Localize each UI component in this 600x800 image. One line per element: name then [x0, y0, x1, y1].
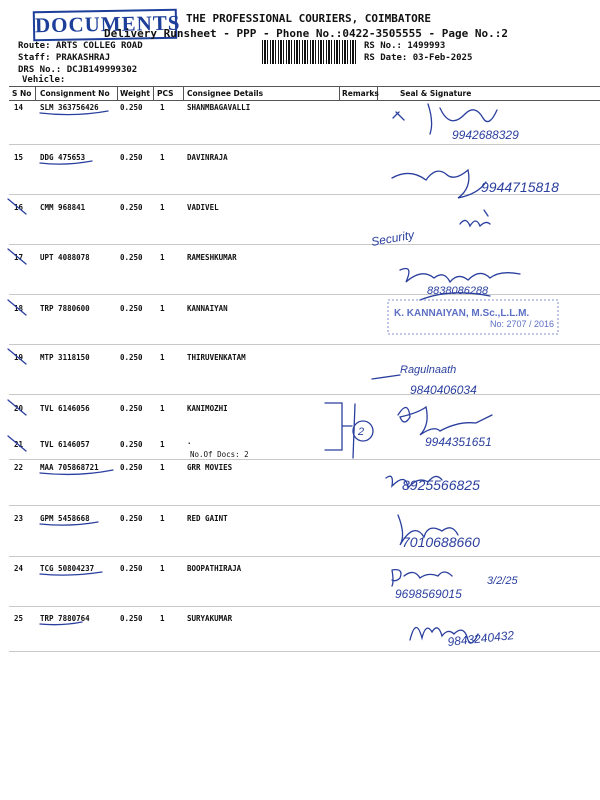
- row-consignee: VADIVEL: [187, 203, 219, 212]
- row-pcs: 1: [160, 304, 165, 313]
- row-weight: 0.250: [120, 564, 143, 573]
- handwritten-phone: 9843240432: [446, 628, 515, 649]
- row-pcs: 1: [160, 440, 165, 449]
- row-consignment: TCG 50804237: [40, 564, 95, 573]
- lawyer-stamp: [388, 300, 558, 334]
- row-consignee: KANNAIYAN: [187, 304, 228, 313]
- handwritten-note: Security: [370, 227, 416, 249]
- column-divider: [35, 87, 36, 100]
- row-consignee: THIRUVENKATAM: [187, 353, 246, 362]
- row-sno: 15: [14, 153, 24, 162]
- table-header-border: [9, 100, 600, 101]
- staff-text: Staff: PRAKASHRAJ: [18, 53, 111, 63]
- row-separator: [9, 651, 600, 652]
- row-sno: 17: [14, 253, 24, 262]
- bracket-circle: [353, 421, 373, 441]
- table-top-border: [9, 86, 600, 87]
- row-sno: 23: [14, 514, 24, 523]
- route-text: Route: ARTS COLLEG ROAD: [18, 41, 143, 51]
- row-consignment: TVL 6146056: [40, 404, 90, 413]
- row-separator: [9, 294, 600, 295]
- row-sno: 19: [14, 353, 24, 362]
- row-pcs: 1: [160, 564, 165, 573]
- handwritten-phone: 9840406034: [410, 383, 477, 397]
- column-header-signature: Seal & Signature: [400, 89, 472, 98]
- row-pcs: 1: [160, 103, 165, 112]
- signature-mark: [386, 476, 442, 488]
- row-separator: [9, 344, 600, 345]
- row-weight: 0.250: [120, 153, 143, 162]
- row-sno: 20: [14, 404, 24, 413]
- company-name: THE PROFESSIONAL COURIERS, COIMBATORE: [186, 12, 432, 25]
- row-separator: [9, 144, 600, 145]
- handwritten-phone: 9942688329: [452, 128, 519, 142]
- signature-mark: [400, 269, 520, 283]
- row-consignment: MTP 3118150: [40, 353, 90, 362]
- row-pcs: 1: [160, 253, 165, 262]
- row-weight: 0.250: [120, 103, 143, 112]
- row-separator: [9, 505, 600, 506]
- rs-date: RS Date: 03-Feb-2025: [364, 53, 473, 63]
- column-header-remarks: Remarks: [342, 89, 379, 98]
- handwritten-phone: 9944351651: [425, 435, 492, 449]
- signature-mark: [398, 407, 492, 435]
- row-separator: [9, 244, 600, 245]
- row-consignment: UPT 4088078: [40, 253, 90, 262]
- row-sno: 22: [14, 463, 24, 472]
- column-header-consignee: Consignee Details: [187, 89, 264, 98]
- row-sno: 25: [14, 614, 24, 623]
- column-divider: [117, 87, 118, 100]
- row-pcs: 1: [160, 404, 165, 413]
- row-separator: [9, 556, 600, 557]
- signature-mark: [392, 570, 452, 586]
- row-sno: 16: [14, 203, 24, 212]
- stamp-text: K. KANNAIYAN, M.Sc.,L.L.M.: [394, 308, 530, 319]
- row-consignee: BOOPATHIRAJA: [187, 564, 242, 573]
- row-weight: 0.250: [120, 203, 143, 212]
- row-weight: 0.250: [120, 253, 143, 262]
- row-consignment: TRP 7880600: [40, 304, 90, 313]
- column-divider: [339, 87, 340, 100]
- row-consignment: TRP 7880764: [40, 614, 90, 623]
- handwritten-name: Ragulnaath: [400, 364, 457, 376]
- signature-mark: [372, 375, 400, 379]
- runsheet-title: Delivery Runsheet - PPP - Phone No.:0422-3505555 - Page No.:2: [104, 27, 508, 40]
- row-consignment: CMM 968841: [40, 203, 86, 212]
- row-separator: [9, 459, 600, 460]
- handwritten-date: 3/2/25: [487, 575, 518, 587]
- row-pcs: 1: [160, 463, 165, 472]
- row-consignee: SHANMBAGAVALLI: [187, 103, 251, 112]
- row-pcs: 1: [160, 353, 165, 362]
- row-weight: 0.250: [120, 404, 143, 413]
- row-consignee: RAMESHKUMAR: [187, 253, 237, 262]
- row-consignment: TVL 6146057: [40, 440, 90, 449]
- signature-mark: [398, 515, 458, 545]
- row-sno: 24: [14, 564, 24, 573]
- row-consignee: DAVINRAJA: [187, 153, 228, 162]
- row-consignment: GPM 5458668: [40, 514, 90, 523]
- handwritten-phone: 8925566825: [402, 477, 480, 493]
- row-weight: 0.250: [120, 353, 143, 362]
- row-weight: 0.250: [120, 463, 143, 472]
- documents-stamp: DOCUMENTS: [33, 9, 178, 42]
- row-separator: [9, 194, 600, 195]
- row-pcs: 1: [160, 614, 165, 623]
- rs-number: RS No.: 1499993: [364, 41, 446, 51]
- row-sno: 21: [14, 440, 24, 449]
- signature-mark: [460, 210, 490, 226]
- row-consignee: RED GAINT: [187, 514, 228, 523]
- column-header-weight: Weight: [120, 89, 150, 98]
- docs-count-note: No.Of Docs: 2: [190, 450, 249, 459]
- bracket-stroke: [353, 404, 355, 458]
- row-consignee: SURYAKUMAR: [187, 614, 233, 623]
- stamp-registration: No: 2707 / 2016: [490, 319, 555, 329]
- handwritten-phone: 8838086288: [427, 285, 489, 297]
- column-header-consignment: Consignment No: [40, 89, 110, 98]
- drs-number: DRS No.: DCJB149999302: [18, 65, 138, 75]
- signature-mark: [410, 627, 478, 642]
- row-weight: 0.250: [120, 614, 143, 623]
- row-pcs: 1: [160, 514, 165, 523]
- row-separator: [9, 394, 600, 395]
- row-pcs: 1: [160, 203, 165, 212]
- vehicle-text: Vehicle:: [22, 75, 66, 85]
- row-sno: 18: [14, 304, 24, 313]
- handwritten-phone: 9944715818: [481, 179, 559, 195]
- bracket-mark: [325, 403, 352, 450]
- signature-mark: [393, 104, 497, 134]
- row-weight: 0.250: [120, 514, 143, 523]
- row-consignment: MAA 705868721: [40, 463, 99, 472]
- row-consignment: DDG 475653: [40, 153, 86, 162]
- handwritten-phone: 9698569015: [395, 587, 462, 601]
- handwritten-phone: 7010688660: [402, 534, 480, 550]
- row-consignment: SLM 363756426: [40, 103, 99, 112]
- row-sno: 14: [14, 103, 24, 112]
- row-pcs: 1: [160, 153, 165, 162]
- row-weight: 0.250: [120, 440, 143, 449]
- bracket-number: 2: [358, 426, 365, 438]
- row-consignee: KANIMOZHI: [187, 404, 228, 413]
- column-divider: [183, 87, 184, 100]
- column-header-pcs: PCS: [157, 89, 174, 98]
- column-divider: [153, 87, 154, 100]
- row-separator: [9, 606, 600, 607]
- column-header-sno: S No: [12, 89, 32, 98]
- stamp-border: [388, 300, 558, 334]
- barcode: [262, 40, 358, 64]
- row-consignee: GRR MOVIES: [187, 463, 233, 472]
- row-weight: 0.250: [120, 304, 143, 313]
- row-consignee: .: [187, 437, 192, 446]
